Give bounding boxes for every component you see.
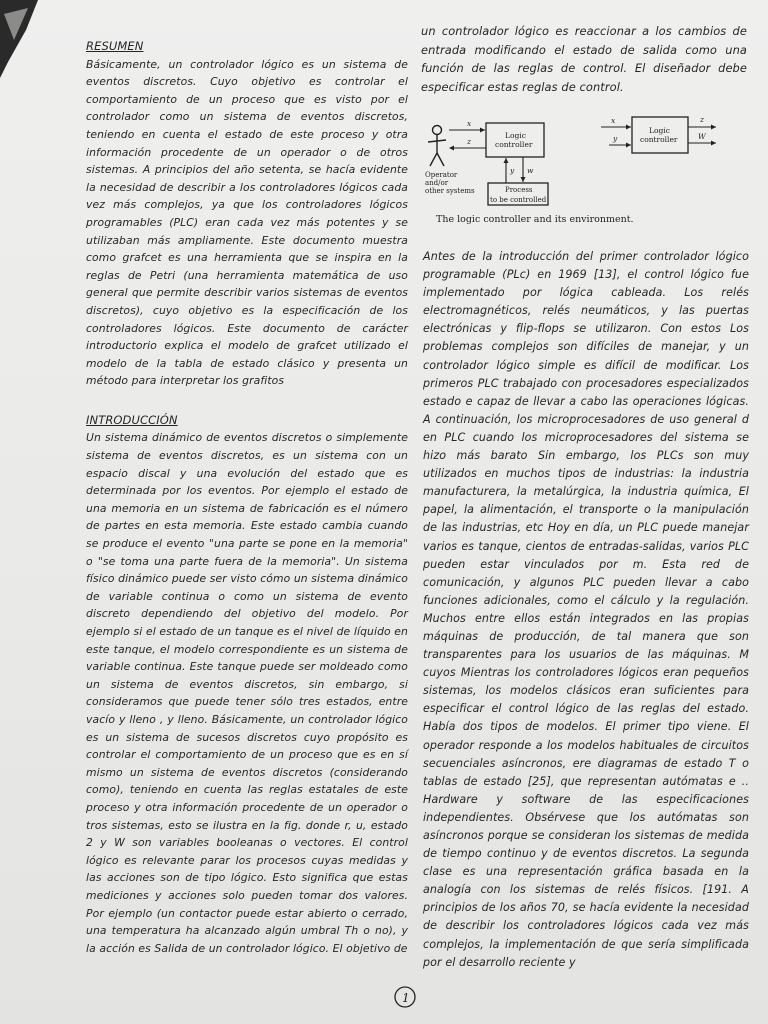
operator-label-line1: Operator bbox=[425, 171, 458, 179]
right-body-paragraph: Antes de la introducción del primer controlador lógico programable (PLc) en 1969 [13], el control lógico fue implementado por lógica cableada. Los relés electromagnéticos, relés neumáticos, y las puertas electrónicas y flip-flops se utilizaron. Con estos Los problemas complejos son difíciles de manejar, y un controlador lógico simple es difícil de modificar. Los primeros PLC trabajado con procesadores especializados estado e capaz de llevar a cabo las operaciones lógicas. A continuación, los microprocesadores de uso general d en PLC cuando los microprocesadores del sistema se hizo más barato Sin embargo, los PLCs son muy utilizados en muchos tipos de industrias: la industria manufacturera, la metalúrgica, la industria química, El papel, la alimentación, el transporte o la manipulación de las industrias, etc Hoy en día, un PLC puede manejar varios es tanque, cientos de entradas-salidas, varios PLC pueden estar vinculados por m. Esta red de comunicación, y algunos PLC pueden llevar a cabo funciones adicionales, como el cálculo y la regulación. Muchos entre ellos están integrados en las propias máquinas de producción, de tal manera que son transparentes para los usuarios de las máquinas. M cuyos Mientras los controladores lógicos eran pequeños sistemas, los modelos clásicos eran suficientes para especificar el control lógico de las reglas del estado. Había dos tipos de modelos. El primer tipo viene. El operador responde a los modelos habituales de circuitos secuenciales asíncronos, ere diagramas de estado T o tablas de estado [25], que representan autómatas e .. Hardware y software de las especificaciones independientes. Obsérvese que los autómatas son asíncronos porque se consideran los sistemas de medida de tiempo continuo y de eventos discretos. La segunda clase es una representación gráfica basada en la analogía con los sistemas de relés físicos. [191. A principios de los años 70, se hacía evidente la necesidad de describir los controladores lógicos cada vez más complejos, la implementación de que sería simplificada por el desarrollo reciente y bbox=[423, 250, 749, 969]
introduccion-heading: INTRODUCCIÓN bbox=[86, 412, 178, 427]
page-number-circle bbox=[392, 984, 418, 1010]
operator-label-line3: other systems bbox=[425, 187, 475, 195]
resumen-paragraph: Básicamente, un controlador lógico es un sistema de eventos discretos. Cuyo objetivo es controlar el comportamiento de un proceso que es visto por el controlador como un sistema de eventos discretos, teniendo en cuenta el estado de este proceso y otra información procedente de un operador o de otros sistemas. A principios del año setenta, se hacía evidente la necesidad de describir a los controladores lógicos cada vez más complejos, ya que los controladores lógicos programables (PLC) eran cada vez más potentes y se utilizaban más ampliamente. Este documento muestra como grafcet es una herramienta que se inspira en la reglas de Petri (una herramienta matemática de uso general que permite describir varios sistemas de eventos discretos), cuyo objetivo es la especificación de los controladores lógicos. Este documento de carácter introductorio explica el modelo de grafcet utilizado el modelo de la tabla de estado clásico y presenta un método para interpretar los grafitos bbox=[86, 57, 408, 388]
process-box-line2: to be controlled bbox=[490, 196, 547, 204]
operator-label-line2: and/or bbox=[425, 179, 449, 187]
var-y-label-2: y bbox=[613, 134, 618, 143]
var-z-label-2: z bbox=[700, 115, 704, 124]
right-top-column bbox=[421, 22, 747, 96]
left-column bbox=[86, 38, 408, 957]
resumen-heading: RESUMEN bbox=[86, 39, 144, 53]
torn-corner-mark bbox=[0, 0, 60, 80]
var-w-label: w bbox=[527, 166, 534, 175]
right-top-paragraph: un controlador lógico es reaccionar a los cambios de entrada modificando el estado de salida como una función de las reglas de control. El diseñador debe especificar estas reglas de control. bbox=[421, 24, 747, 94]
var-x-label: x bbox=[467, 119, 472, 128]
logic-controller-box-line2: controller bbox=[495, 140, 533, 149]
logic-controller-box-line1: Logic bbox=[505, 131, 526, 140]
logic-controller-box-2-line1: Logic bbox=[649, 126, 670, 135]
logic-controller-box-2-line2: controller bbox=[640, 135, 678, 144]
operator-figure-icon bbox=[428, 126, 446, 167]
var-z-label: z bbox=[467, 137, 471, 146]
var-x-label-2: x bbox=[611, 116, 616, 125]
var-W-label-2: W bbox=[698, 132, 706, 141]
introduccion-paragraph: Un sistema dinámico de eventos discretos o simplemente sistema de eventos discretos, es un sistema con un espacio discal y una evolución del estado que es determinada por los eventos. Por ejemplo el estado de una memoria en un sistema de fabricación es el número de partes en esta memoria. Este estado cambia cuando se produce el evento "una parte se pone en la memoria" o "se toma una parte fuera de la memoria". Un sistema físico dinámico puede ser visto cómo un sistema dinámico de variable continua o como un sistema de evento discreto dependiendo del objetivo del modelo. Por ejemplo si el estado de un tanque es el nivel de líquido en este tanque, el modelo correspondiente es un sistema de variable continua. Este tanque puede ser moldeado como un sistema de eventos discretos, sin embargo, si consideramos que puede tener sólo tres estados, entre vacío y lleno , y lleno. Básicamente, un controlador lógico es un sistema de sucesos discretos cuyo propósito es controlar el comportamiento de un proceso que es en sí mismo un sistema de eventos discretos (considerando como), teniendo en cuenta las reglas estatales de este proceso y otra información procedente de un operador o tros sistemas, esto se ilustra en la fig. donde r, u, estado 2 y W son variables booleanas o vectores. El control lógico es relevante parar los procesos cuyas medidas y las acciones son de tipo lógico. Esto significa que estas mediciones y acciones solo pueden tomar dos valores. Por ejemplo (un contactor puede estar abierto o cerrado, una temperatura ha alcanzado algún umbral Th o no), y la acción es Salida de un controlador lógico. El objetivo de bbox=[86, 431, 408, 955]
process-box-line1: Process bbox=[505, 186, 533, 194]
figure-caption: The logic controller and its environment. bbox=[436, 214, 634, 225]
var-y-label: y bbox=[510, 166, 515, 175]
page-number: 1 bbox=[402, 991, 410, 1005]
right-column bbox=[423, 248, 749, 972]
